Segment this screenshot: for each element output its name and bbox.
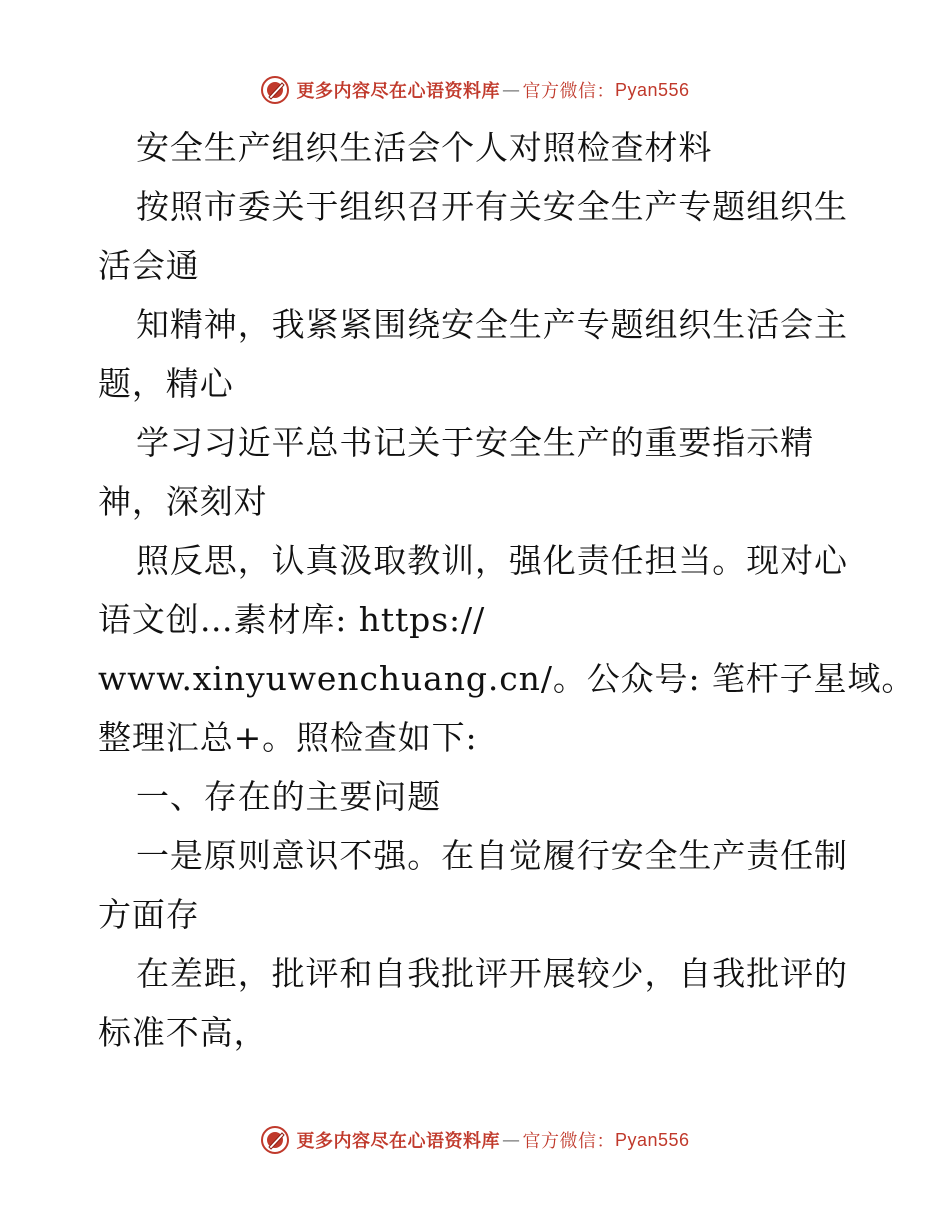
text-line: www.xinyuwenchuang.cn/。公众号: 笔杆子星域。 [98, 659, 916, 698]
text-line: 语文创…素材库: https:// [98, 600, 486, 639]
banner-dash: — [501, 79, 521, 101]
text-line: 题，精心 [98, 364, 234, 403]
text-line: 标准不高， [98, 1013, 268, 1052]
text-line: 方面存 [98, 895, 200, 934]
text-line: 学习习近平总书记关于安全生产的重要指示精 [136, 423, 814, 462]
text-line: 照反思，认真汲取教训，强化责任担当。现对心 [136, 541, 848, 580]
banner-text: 更多内容尽在心语资料库 [296, 1131, 500, 1152]
footer-watermark-banner [0, 1120, 950, 1160]
text-line: 神，深刻对 [98, 482, 268, 521]
pen-seal-logo-icon [260, 75, 290, 105]
pen-seal-logo-icon [260, 1125, 290, 1155]
text-line: 活会通 [98, 246, 200, 285]
banner-text: 更多内容尽在心语资料库 [296, 81, 500, 102]
document-body [98, 118, 916, 1062]
header-watermark-banner [0, 70, 950, 110]
banner-wechat-label: 官方微信： [522, 1131, 615, 1152]
text-line: 知精神，我紧紧围绕安全生产专题组织生活会主 [136, 305, 848, 344]
text-line: 在差距，批评和自我批评开展较少，自我批评的 [136, 954, 848, 993]
document-title: 安全生产组织生活会个人对照检查材料 [136, 128, 713, 167]
text-line: 一是原则意识不强。在自觉履行安全生产责任制 [136, 836, 848, 875]
text-line: 按照市委关于组织召开有关安全生产专题组织生 [136, 187, 848, 226]
banner-wechat-id: Pyan556 [614, 79, 690, 100]
text-line: 一、存在的主要问题 [136, 777, 442, 816]
text-line: 整理汇总+。照检查如下: [98, 718, 478, 757]
banner-wechat-id: Pyan556 [614, 1129, 690, 1150]
banner-wechat-label: 官方微信： [522, 81, 615, 102]
banner-dash: — [501, 1129, 521, 1151]
